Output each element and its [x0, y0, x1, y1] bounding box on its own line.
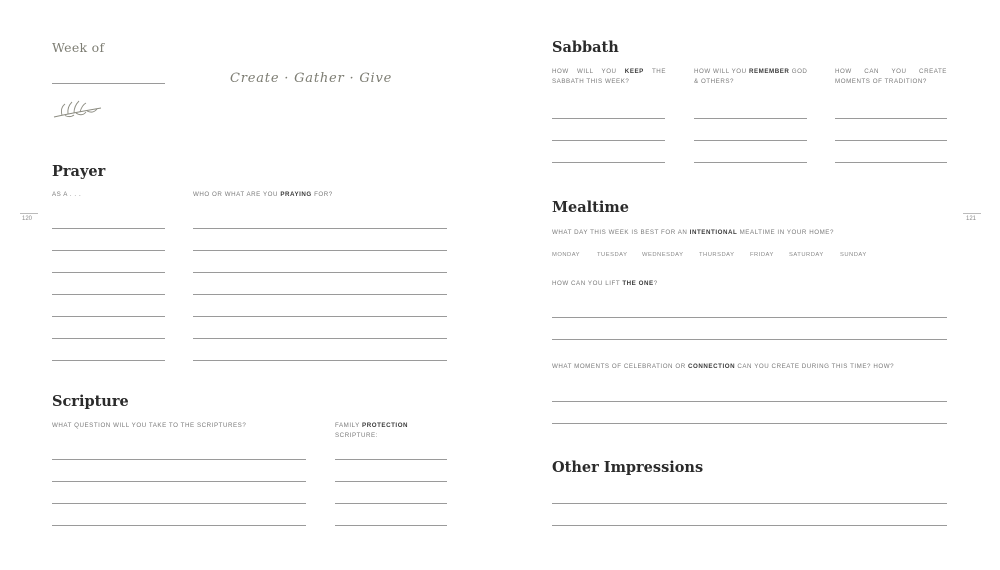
prayer-who-line[interactable] — [193, 272, 447, 273]
prayer-as-line[interactable] — [52, 316, 165, 317]
scripture-question-line[interactable] — [52, 503, 306, 504]
sabbath-keep-line[interactable] — [552, 118, 665, 119]
sabbath-tradition-line[interactable] — [835, 140, 947, 141]
day-option-thursday[interactable]: THURSDAY — [699, 252, 735, 258]
prayer-as-line[interactable] — [52, 338, 165, 339]
week-of-line[interactable] — [52, 83, 165, 84]
page-number-rule — [20, 213, 38, 214]
celebration-line[interactable] — [552, 401, 947, 402]
prayer-who-line[interactable] — [193, 250, 447, 251]
sabbath-remember-line[interactable] — [694, 162, 807, 163]
sabbath-remember-label: HOW WILL YOU REMEMBER GOD & OTHERS? — [694, 68, 808, 85]
scripture-question-line[interactable] — [52, 525, 306, 526]
day-option-saturday[interactable]: SATURDAY — [789, 252, 824, 258]
sabbath-keep-line[interactable] — [552, 162, 665, 163]
sabbath-keep-line[interactable] — [552, 140, 665, 141]
prayer-as-line[interactable] — [52, 360, 165, 361]
celebration-line[interactable] — [552, 423, 947, 424]
lift-the-one-label: HOW CAN YOU LIFT THE ONE? — [552, 280, 658, 287]
prayer-as-a-label: AS A . . . — [52, 191, 82, 198]
sabbath-tradition-line[interactable] — [835, 162, 947, 163]
family-protection-label: FAMILY PROTECTION SCRIPTURE: — [335, 422, 409, 439]
page-number-rule — [963, 213, 981, 214]
prayer-as-line[interactable] — [52, 272, 165, 273]
prayer-who-line[interactable] — [193, 294, 447, 295]
scripture-question-line[interactable] — [52, 459, 306, 460]
sabbath-remember-line[interactable] — [694, 118, 807, 119]
celebration-label: WHAT MOMENTS OF CELEBRATION OR CONNECTION CAN YOU CREATE DURING THIS TIME? HOW? — [552, 363, 895, 370]
day-option-wednesday[interactable]: WEDNESDAY — [642, 252, 684, 258]
sabbath-tradition-line[interactable] — [835, 118, 947, 119]
scripture-question-line[interactable] — [52, 481, 306, 482]
prayer-who-line[interactable] — [193, 316, 447, 317]
page-number: 120 — [22, 216, 33, 222]
prayer-as-line[interactable] — [52, 250, 165, 251]
mealtime-title: Mealtime — [552, 199, 629, 216]
day-option-monday[interactable]: MONDAY — [552, 252, 581, 258]
sabbath-remember-line[interactable] — [694, 140, 807, 141]
scripture-title: Scripture — [52, 393, 129, 410]
prayer-who-label: WHO OR WHAT ARE YOU PRAYING FOR? — [193, 191, 333, 198]
other-impressions-line[interactable] — [552, 525, 947, 526]
sabbath-title: Sabbath — [552, 39, 619, 56]
lift-the-one-line[interactable] — [552, 339, 947, 340]
family-protection-line[interactable] — [335, 459, 447, 460]
week-of-label: Week of — [52, 40, 105, 55]
day-option-friday[interactable]: FRIDAY — [750, 252, 774, 258]
prayer-as-line[interactable] — [52, 228, 165, 229]
scripture-question-label: WHAT QUESTION WILL YOU TAKE TO THE SCRIPTURES? — [52, 422, 247, 429]
day-option-tuesday[interactable]: TUESDAY — [597, 252, 628, 258]
day-option-sunday[interactable]: SUNDAY — [840, 252, 867, 258]
prayer-title: Prayer — [52, 163, 106, 180]
page-number: 121 — [966, 216, 977, 222]
sabbath-tradition-label: HOW CAN YOU CREATE MOMENTS OF TRADITION? — [835, 68, 947, 85]
other-impressions-title: Other Impressions — [552, 459, 704, 476]
prayer-who-line[interactable] — [193, 360, 447, 361]
olive-branch-icon — [52, 96, 104, 120]
lift-the-one-line[interactable] — [552, 317, 947, 318]
mealtime-day-label: WHAT DAY THIS WEEK IS BEST FOR AN INTENTIONAL MEALTIME IN YOUR HOME? — [552, 229, 834, 236]
family-protection-line[interactable] — [335, 481, 447, 482]
family-protection-line[interactable] — [335, 525, 447, 526]
prayer-as-line[interactable] — [52, 294, 165, 295]
tagline: Create · Gather · Give — [230, 71, 393, 86]
prayer-who-line[interactable] — [193, 338, 447, 339]
other-impressions-line[interactable] — [552, 503, 947, 504]
sabbath-keep-label: HOW WILL YOU KEEP THE SABBATH THIS WEEK? — [552, 68, 666, 85]
family-protection-line[interactable] — [335, 503, 447, 504]
prayer-who-line[interactable] — [193, 228, 447, 229]
